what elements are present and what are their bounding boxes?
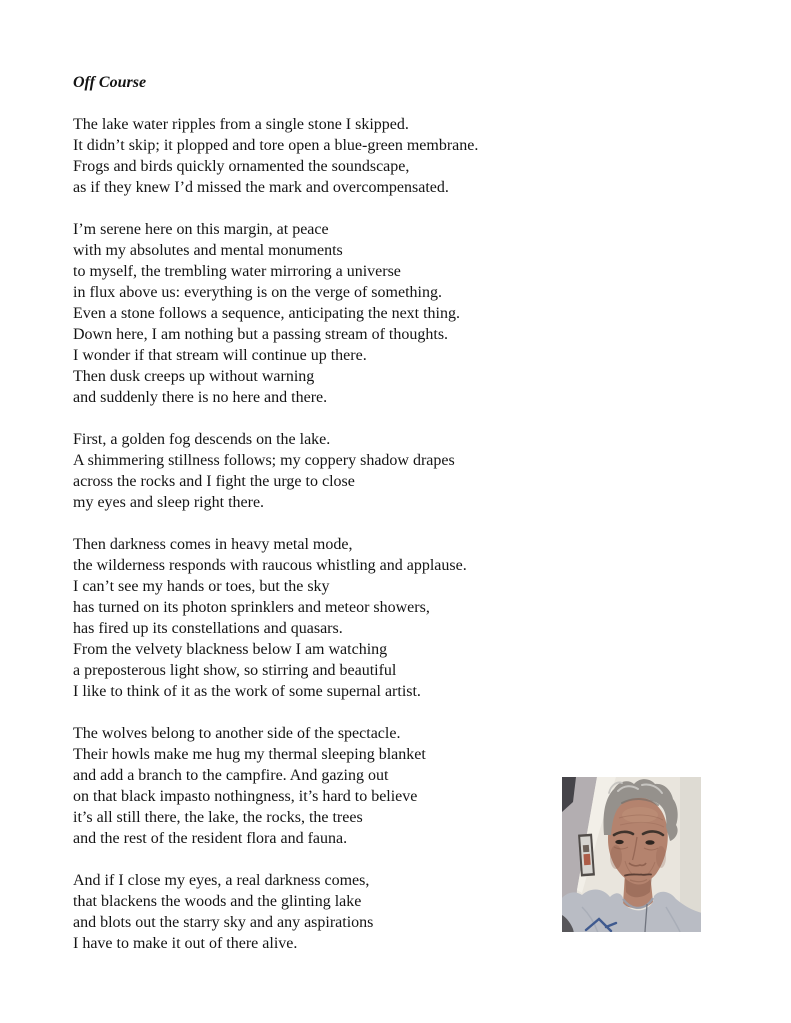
poem-line: A shimmering stillness follows; my coppery shadow drapes <box>73 452 455 469</box>
poem-line: has fired up its constellations and quasars. <box>73 620 343 637</box>
poem-line: And if I close my eyes, a real darkness comes, <box>73 872 370 889</box>
poem-line: Their howls make me hug my thermal sleeping blanket <box>73 746 426 763</box>
poem-line: in flux above us: everything is on the verge of something. <box>73 284 442 301</box>
poem-line: I wonder if that stream will continue up there. <box>73 347 367 364</box>
poem-line: and blots out the starry sky and any aspirations <box>73 914 374 931</box>
author-photo <box>562 777 701 932</box>
picture-frame-art-red <box>583 854 590 865</box>
poem-line: to myself, the trembling water mirroring a universe <box>73 263 401 280</box>
man-eye-left <box>615 840 623 844</box>
poem-title: Off Course <box>73 74 147 91</box>
poem <box>73 72 633 954</box>
author-photo-image <box>562 777 701 932</box>
poem-stanza <box>73 114 633 198</box>
poem-line: From the velvety blackness below I am watching <box>73 641 388 658</box>
poem-line: First, a golden fog descends on the lake. <box>73 431 331 448</box>
poem-line: the wilderness responds with raucous whistling and applause. <box>73 557 467 574</box>
poem-line: my eyes and sleep right there. <box>73 494 265 511</box>
poem-line: Frogs and birds quickly ornamented the soundscape, <box>73 158 410 175</box>
poem-line: and suddenly there is no here and there. <box>73 389 328 406</box>
poem-line: and add a branch to the campfire. And gazing out <box>73 767 389 784</box>
man-mouth <box>625 874 651 875</box>
poem-line: The wolves belong to another side of the spectacle. <box>73 725 401 742</box>
poem-stanza <box>73 723 633 849</box>
poem-line: I can’t see my hands or toes, but the sky <box>73 578 330 595</box>
poem-line: Down here, I am nothing but a passing stream of thoughts. <box>73 326 449 343</box>
man-cheek-shadow-right <box>656 846 666 868</box>
man-eye-right <box>645 840 654 845</box>
photo-picture-frame <box>578 834 595 877</box>
picture-frame-art-dark <box>583 845 589 852</box>
poem-line: The lake water ripples from a single stone I skipped. <box>73 116 409 133</box>
poem-line: and the rest of the resident flora and fauna. <box>73 830 348 847</box>
poem-line: that blackens the woods and the glinting lake <box>73 893 362 910</box>
poem-line: I’m serene here on this margin, at peace <box>73 221 329 238</box>
poem-line: it’s all still there, the lake, the rocks, the trees <box>73 809 363 826</box>
poem-stanza <box>73 219 633 408</box>
poem-line: I like to think of it as the work of some supernal artist. <box>73 683 421 700</box>
poem-line: Then dusk creeps up without warning <box>73 368 315 385</box>
poem-line: with my absolutes and mental monuments <box>73 242 343 259</box>
poem-line: across the rocks and I fight the urge to close <box>73 473 355 490</box>
poem-stanza <box>73 429 633 513</box>
poem-line: Then darkness comes in heavy metal mode, <box>73 536 353 553</box>
poem-line: on that black impasto nothingness, it’s hard to believe <box>73 788 418 805</box>
poem-line: I have to make it out of there alive. <box>73 935 298 952</box>
poem-line: a preposterous light show, so stirring and beautiful <box>73 662 397 679</box>
poem-line: Even a stone follows a sequence, anticipating the next thing. <box>73 305 460 322</box>
poem-body <box>73 114 633 954</box>
poem-line: has turned on its photon sprinklers and meteor showers, <box>73 599 430 616</box>
poem-line: It didn’t skip; it plopped and tore open a blue-green membrane. <box>73 137 479 154</box>
poem-stanza <box>73 534 633 702</box>
poem-line: as if they knew I’d missed the mark and overcompensated. <box>73 179 449 196</box>
poem-stanza <box>73 870 633 954</box>
